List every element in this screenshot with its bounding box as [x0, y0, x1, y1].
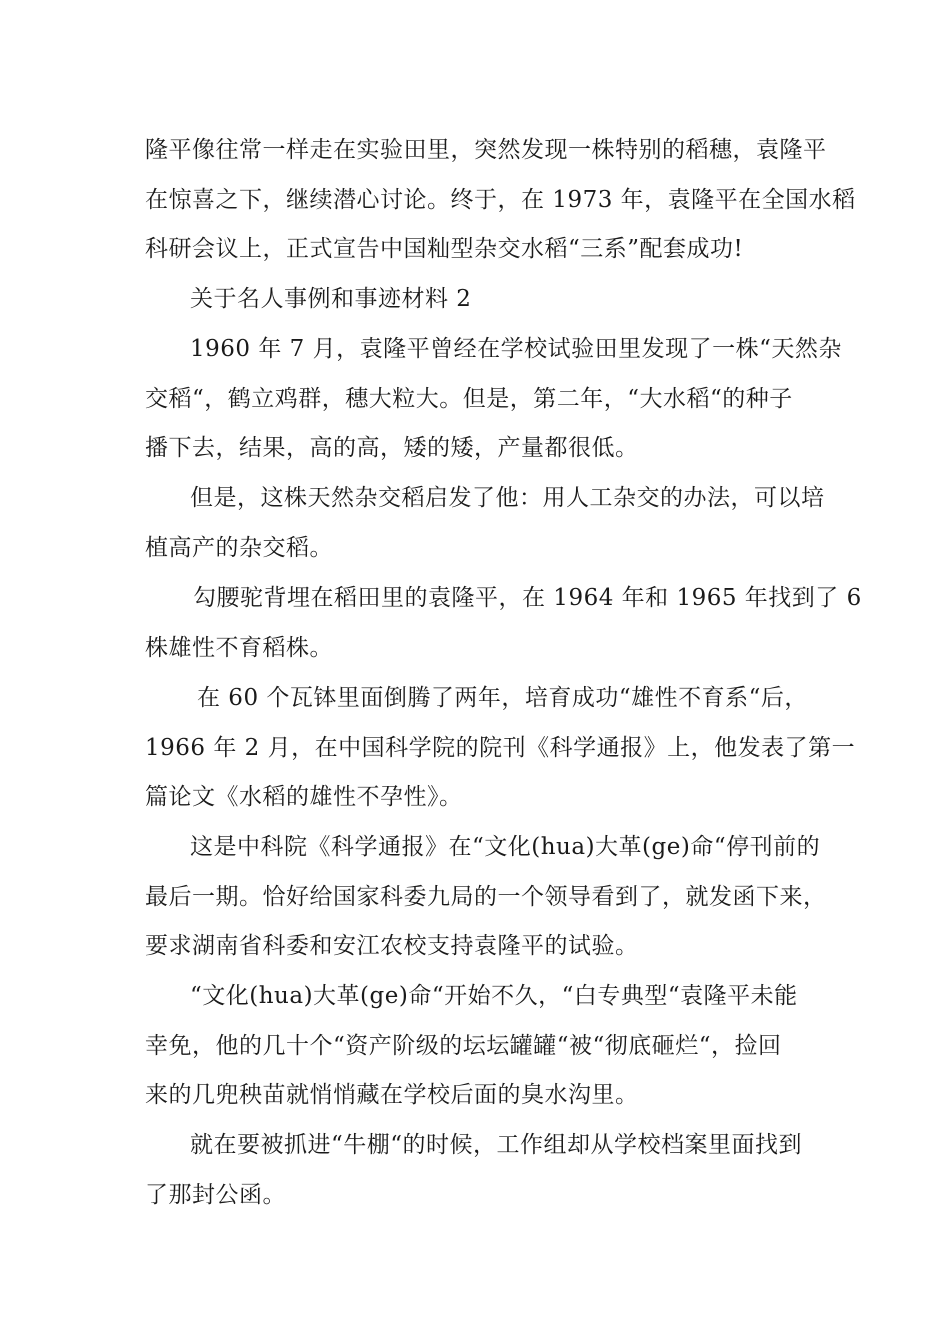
- text-line: 交稻“，鹤立鸡群，穗大粒大。但是，第二年，“大水稻“的种子: [145, 385, 793, 412]
- text-line: 隆平像往常一样走在实验田里，突然发现一株特别的稻穗，袁隆平: [145, 137, 827, 163]
- text-line: 1966 年 2 月，在中国科学院的院刊《科学通报》上，他发表了第一: [145, 734, 856, 761]
- text-line: 在 60 个瓦钵里面倒腾了两年，培育成功“雄性不育系“后，: [197, 685, 808, 711]
- text-line: 篇论文《水稻的雄性不孕性》。: [145, 784, 463, 810]
- text-line: 科研会议上，正式宣告中国籼型杂交水稻“三系”配套成功!: [145, 236, 744, 262]
- text-line: 最后一期。恰好给国家科委九局的一个领导看到了，就发函下来，: [145, 883, 827, 910]
- text-line: “文化(hua)大革(ge)命“开始不久，“白专典型“袁隆平未能: [190, 983, 798, 1009]
- text-line: 1960 年 7 月，袁隆平曾经在学校试验田里发现了一株“天然杂: [190, 336, 842, 362]
- text-line: 在惊喜之下，继续潜心讨论。终于，在 1973 年，袁隆平在全国水稻: [145, 186, 856, 213]
- paragraph-8: [145, 972, 815, 1121]
- text-line: 要求湖南省科委和安江农校支持袁隆平的试验。: [145, 933, 639, 959]
- text-line: 幸免，他的几十个“资产阶级的坛坛罐罐“被“彻底砸烂“，捡回: [145, 1032, 782, 1059]
- text-line: 播下去，结果，高的高，矮的矮，产量都很低。: [145, 435, 639, 461]
- paragraph-5: [145, 574, 862, 673]
- text-line: 这是中科院《科学通报》在“文化(hua)大革(ge)命“停刊前的: [190, 834, 821, 860]
- text-line: 来的几兜秧苗就悄悄藏在学校后面的臭水沟里。: [145, 1082, 639, 1108]
- text-line: 植高产的杂交稻。: [145, 534, 333, 561]
- heading-text: 关于名人事例和事迹材料 2: [190, 286, 472, 312]
- paragraph-6: [145, 674, 856, 823]
- paragraph-9: [145, 1121, 815, 1220]
- paragraph-3: [145, 325, 842, 474]
- text-line: 但是，这株天然杂交稻启发了他：用人工杂交的办法，可以培: [190, 485, 825, 511]
- text-line: 了那封公函。: [145, 1181, 286, 1208]
- text-line: 勾腰驼背埋在稻田里的袁隆平，在 1964 年和 1965 年找到了 6: [193, 585, 862, 611]
- text-line: 株雄性不育稻株。: [145, 634, 333, 661]
- paragraph-4: [145, 474, 825, 573]
- paragraph-7: [145, 823, 827, 972]
- section-heading: [190, 275, 860, 325]
- paragraph-1: [145, 126, 856, 275]
- text-line: 就在要被抓进“牛棚“的时候，工作组却从学校档案里面找到: [190, 1132, 803, 1158]
